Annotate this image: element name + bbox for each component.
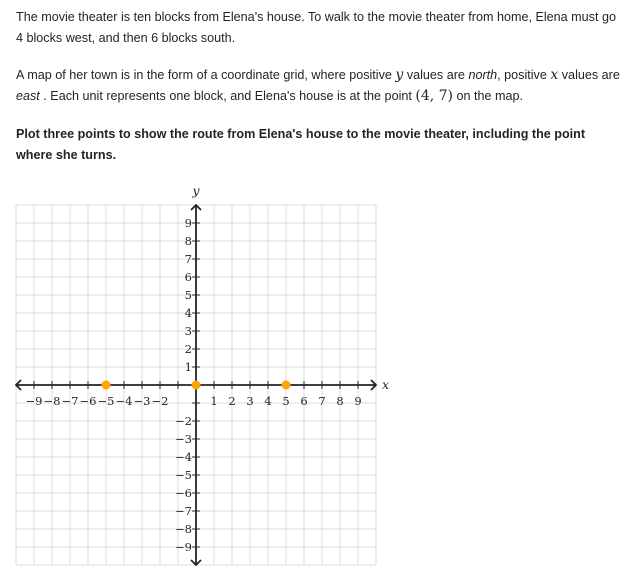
- east-term: east: [16, 89, 40, 103]
- instruction-text: Plot three points to show the route from Elena's house to the movie theater, including the point where she turns.: [16, 127, 586, 162]
- x-tick-label: 7: [318, 394, 326, 408]
- y-tick-label: 9: [184, 216, 192, 230]
- text-segment: . Each unit represents one block, and Elena's house is at the point: [39, 89, 416, 103]
- y-tick-label: −9: [175, 540, 192, 554]
- y-tick-label: 6: [184, 270, 192, 284]
- y-tick-label: −4: [175, 450, 192, 464]
- text-segment: A map of her town is in the form of a coordinate grid, where positive: [16, 68, 396, 82]
- north-term: north: [468, 68, 498, 82]
- x-tick-label: 2: [228, 394, 236, 408]
- y-tick-label: 1: [184, 360, 192, 374]
- x-tick-label: 8: [336, 394, 344, 408]
- y-tick-label: 2: [184, 342, 192, 356]
- y-tick-label: 5: [184, 288, 192, 302]
- y-tick-label: 7: [184, 252, 192, 266]
- x-tick-label: 9: [354, 394, 362, 408]
- math-y: y: [395, 67, 404, 83]
- x-tick-label: −4: [115, 394, 133, 408]
- point-3[interactable]: [282, 381, 291, 390]
- x-axis-label: x: [382, 377, 390, 392]
- text-segment: , positive: [497, 68, 551, 82]
- text-segment: values are: [558, 68, 620, 82]
- instruction: [16, 124, 620, 166]
- x-tick-label: −9: [25, 394, 43, 408]
- x-tick-label: 4: [264, 394, 272, 408]
- x-tick-label: −2: [151, 394, 169, 408]
- problem-text: The movie theater is ten blocks from Elena's house. To walk to the movie theater from home, Elena must go 4 blocks west, and then 6 blocks south.: [16, 10, 616, 45]
- x-tick-label: 5: [282, 394, 290, 408]
- point-2[interactable]: [192, 381, 201, 390]
- coordinate-grid[interactable]: [0, 180, 400, 580]
- x-tick-label: −7: [61, 394, 79, 408]
- house-point: (4, 7): [415, 88, 454, 104]
- y-tick-label: 8: [184, 234, 192, 248]
- y-tick-label: −8: [175, 522, 192, 536]
- y-tick-label: 4: [184, 306, 192, 320]
- problem-statement: [16, 7, 620, 49]
- y-tick-label: −7: [175, 504, 192, 518]
- y-tick-label: −5: [175, 468, 192, 482]
- y-tick-label: 3: [184, 324, 192, 338]
- x-tick-label: 3: [246, 394, 254, 408]
- text-segment: on the map.: [453, 89, 524, 103]
- x-tick-label: −8: [43, 394, 61, 408]
- y-tick-label: −3: [175, 432, 192, 446]
- x-tick-label: 1: [210, 394, 218, 408]
- y-tick-label: −6: [175, 486, 192, 500]
- y-tick-label: −2: [175, 414, 192, 428]
- map-description: [16, 65, 620, 107]
- x-tick-label: −6: [79, 394, 97, 408]
- y-axis-label: y: [192, 183, 200, 198]
- point-1[interactable]: [102, 381, 111, 390]
- x-tick-label: 6: [300, 394, 308, 408]
- x-tick-label: −3: [133, 394, 151, 408]
- math-x: x: [550, 67, 559, 83]
- x-tick-label: −5: [97, 394, 115, 408]
- text-segment: values are: [403, 68, 469, 82]
